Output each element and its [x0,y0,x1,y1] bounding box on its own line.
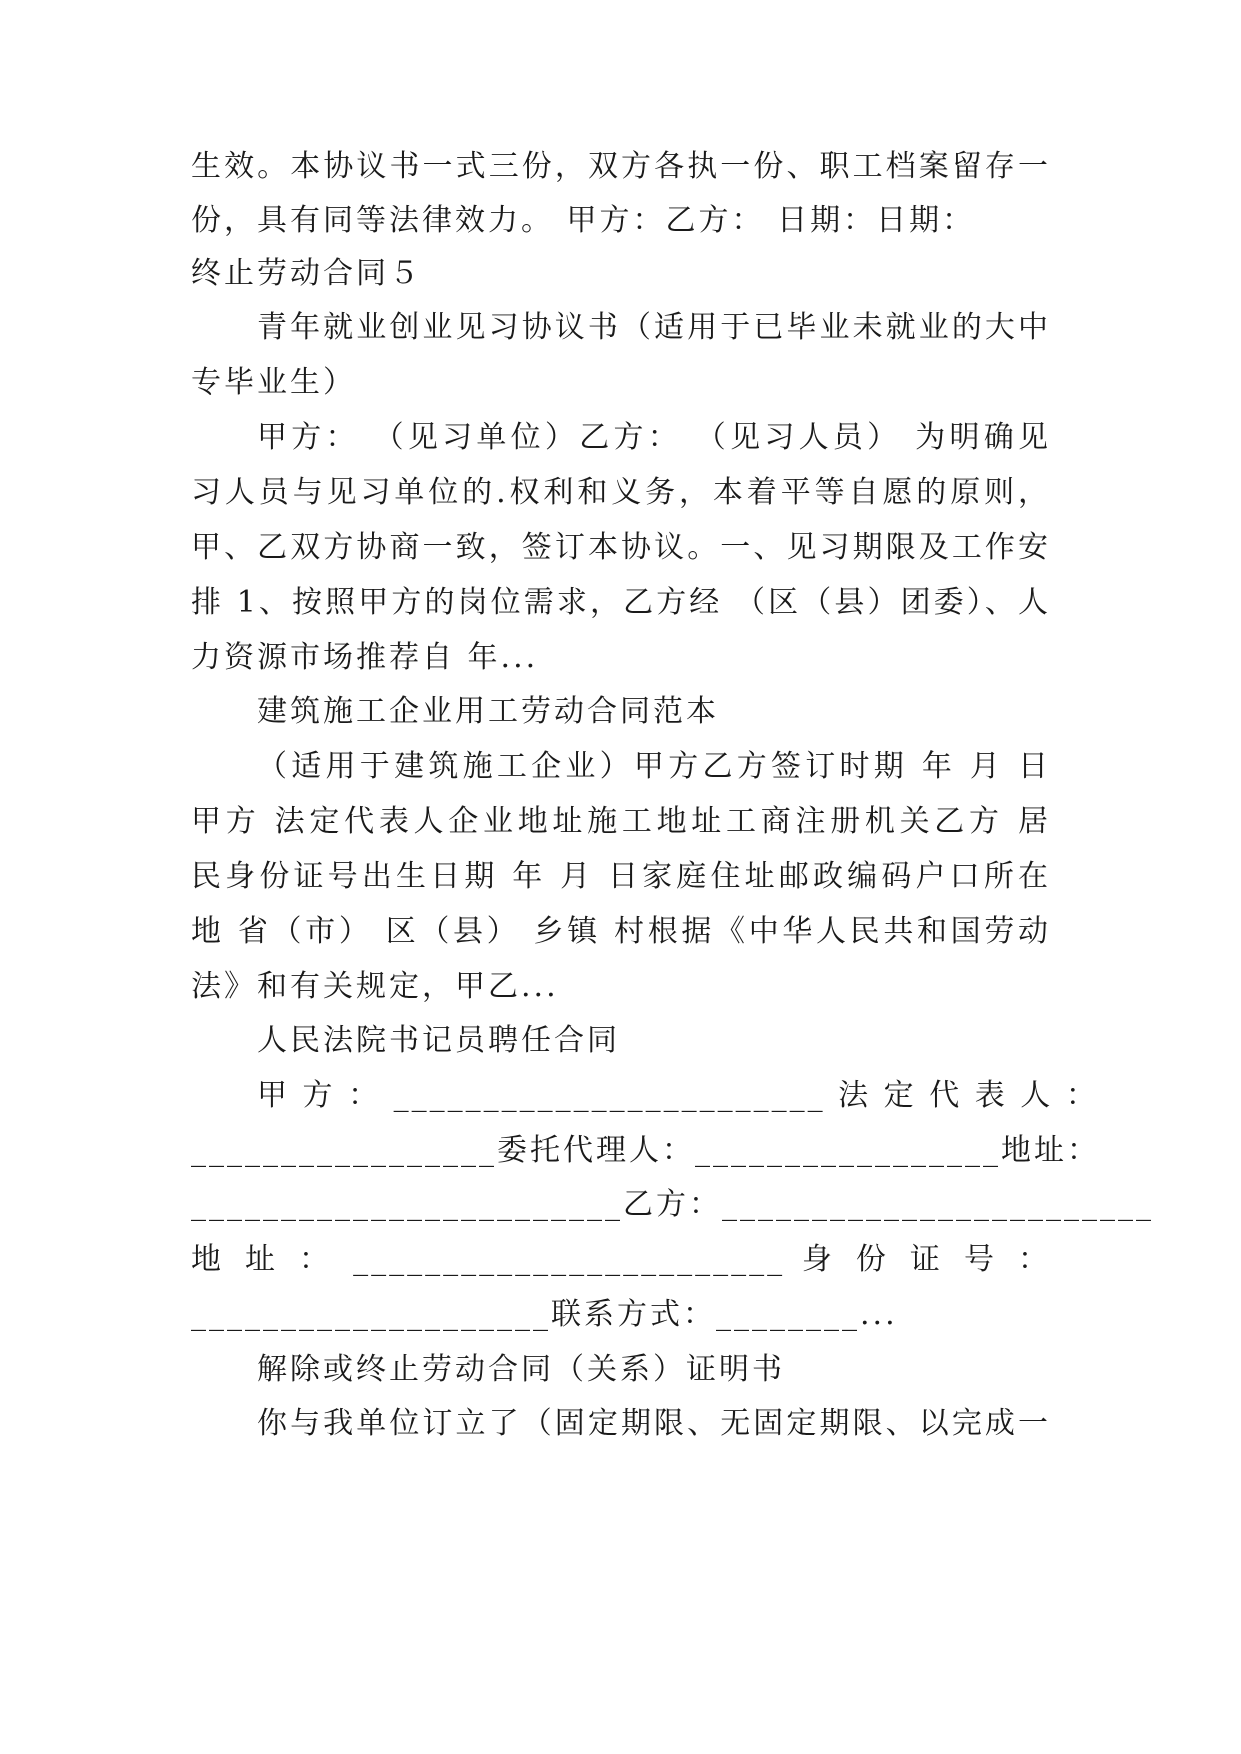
paragraph-line: 民身份证号出生日期 年 月 日家庭住址邮政编码户口所在 [191,859,1051,894]
paragraph-title: 建筑施工企业用工劳动合同范本 [257,694,719,729]
paragraph-line: 地 省（市） 区（县） 乡镇 村根据《中华人民共和国劳动 [191,914,1051,949]
form-line: ____________________联系方式：________... [191,1297,898,1332]
section-heading: 终止劳动合同５ [191,256,422,291]
paragraph-line: 青年就业创业见习协议书（适用于已毕业未就业的大中 [257,310,1051,345]
form-line: 甲 方 ： ________________________ 法 定 代 表 人 ： [257,1078,1099,1113]
paragraph-line: 甲方 法定代表人企业地址施工地址工商注册机关乙方 居 [191,804,1051,839]
paragraph-line: 力资源市场推荐自 年... [191,640,539,675]
paragraph-title: 人民法院书记员聘任合同 [257,1023,620,1058]
form-line: ________________________乙方：________________________ [191,1187,1154,1222]
paragraph-line: 生效。本协议书一式三份，双方各执一份、职工档案留存一 [191,149,1051,184]
paragraph-line: 法》和有关规定，甲乙... [191,969,559,1004]
paragraph-line: 份，具有同等法律效力。 甲方：乙方： 日期：日期： [191,203,976,238]
paragraph-line: 专毕业生） [191,365,356,400]
form-line: 地 址 ： ________________________ 身 份 证 号 ： [191,1242,1051,1277]
paragraph-line: 甲、乙双方协商一致，签订本协议。一、见习期限及工作安 [191,530,1051,565]
paragraph-line: （适用于建筑施工企业）甲方乙方签订时期 年 月 日 [257,749,1051,784]
paragraph-line: 习人员与见习单位的.权利和义务，本着平等自愿的原则， [191,475,1051,510]
paragraph-title: 解除或终止劳动合同（关系）证明书 [257,1352,785,1387]
paragraph-line: 你与我单位订立了（固定期限、无固定期限、以完成一 [257,1406,1051,1441]
paragraph-line: 排 1、按照甲方的岗位需求，乙方经 （区（县）团委）、人 [191,585,1051,620]
form-line: _________________委托代理人：_________________地址： [191,1133,1100,1168]
paragraph-line: 甲方： （见习单位）乙方： （见习人员） 为明确见 [257,420,1051,455]
